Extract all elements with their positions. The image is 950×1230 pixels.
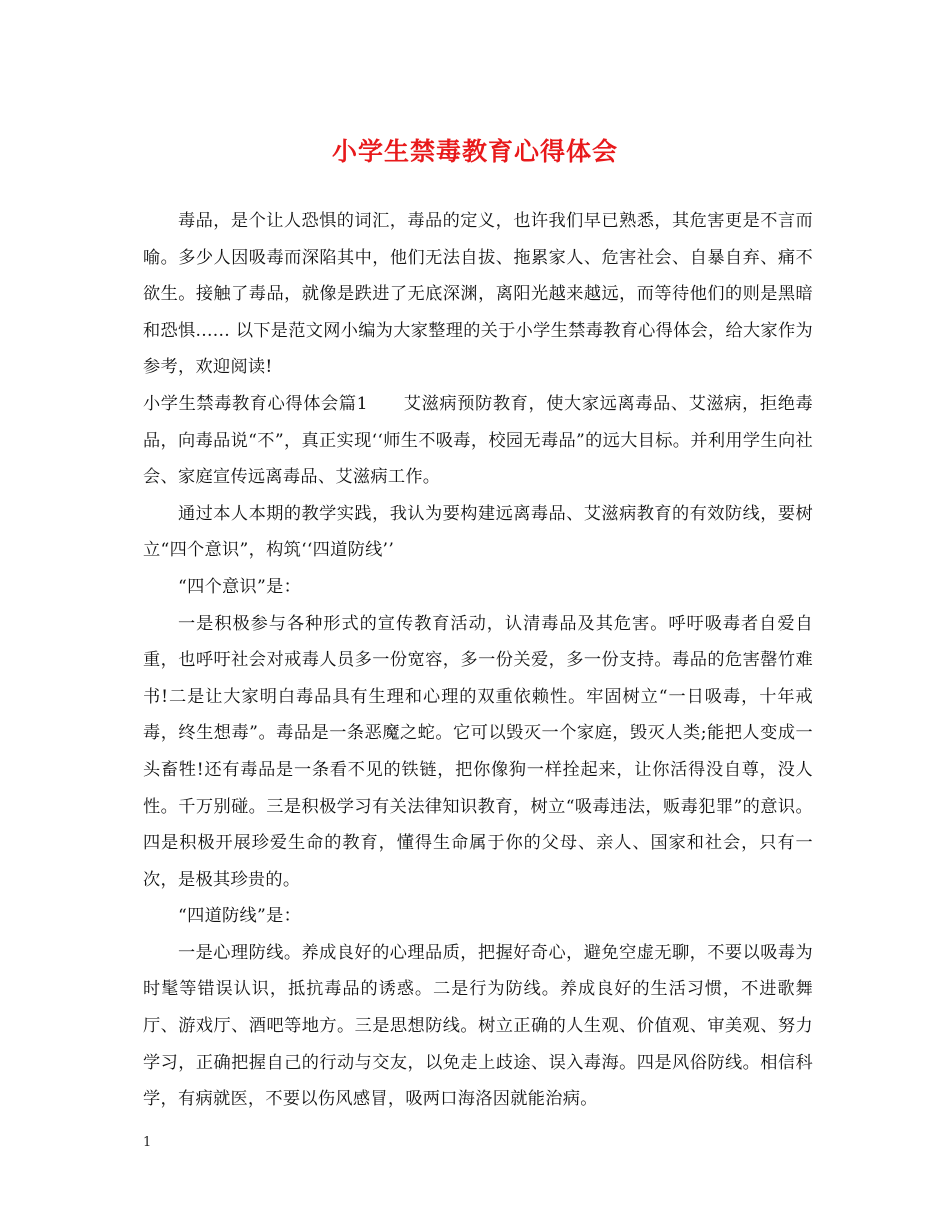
page-title: 小学生禁毒教育心得体会: [331, 137, 618, 166]
four-awareness-paragraph: 一是积极参与各种形式的宣传教育活动，认清毒品及其危害。呼吁吸毒者自爱自重，也呼吁社会对戒毒人员多一份宽容，多一份关爱，多一份支持。毒品的危害罄竹难书!二是让大家明白毒品具有生理和心理的双重依赖性。牢固树立“一日吸毒，十年戒毒，终生想毒”。毒品是一条恶魔之蛇。它可以毁灭一个家庭，毁灭人类;能把人变成一头畜牲!还有毒品是一条看不见的铁链，把你像狗一样拴起来，让你活得没自尊，没人性。千万别碰。三是积极学习有关法律知识教育，树立“吸毒违法，贩毒犯罪”的意识。四是积极开展珍爱生命的教育，懂得生命属于你的父母、亲人、国家和社会，只有一次，是极其珍贵的。: [143, 613, 813, 890]
four-defenses-paragraph: 一是心理防线。养成良好的心理品质，把握好奇心，避免空虚无聊，不要以吸毒为时髦等错误认识，抵抗毒品的诱惑。二是行为防线。养成良好的生活习惯，不进歌舞厅、游戏厅、酒吧等地方。三是思想防线。树立正确的人生观、价值观、审美观、努力学习，正确把握自己的行动与交友，以免走上歧途、误入毒海。四是风俗防线。相信科学，有病就医，不要以伤风感冒，吸两口海洛因就能治病。: [143, 942, 813, 1110]
document-body: [143, 203, 813, 1118]
page-number: 1: [143, 1135, 152, 1150]
four-defenses-heading: “四道防线”是：: [178, 906, 302, 927]
section-1-paragraph: 小学生禁毒教育心得体会篇1 艾滋病预防教育，使大家远离毒品、艾滋病，拒绝毒品，向毒品说“不”，真正实现‘‘师生不吸毒，校园无毒品”的远大目标。并利用学生向社会、家庭宣传远离毒品、艾滋病工作。: [143, 393, 813, 488]
practice-paragraph: 通过本人本期的教学实践，我认为要构建远离毒品、艾滋病教育的有效防线，要树立“四个意识”，构筑‘‘四道防线’’: [143, 503, 813, 561]
four-awareness-heading: “四个意识”是：: [178, 576, 302, 597]
intro-paragraph: 毒品，是个让人恐惧的词汇，毒品的定义，也许我们早已熟悉，其危害更是不言而喻。多少人因吸毒而深陷其中，他们无法自拔、拖累家人、危害社会、自暴自弃、痛不欲生。接触了毒品，就像是跌进了无底深渊，离阳光越来越远，而等待他们的则是黑暗和恐惧...... 以下是范文网小编为大家整理的关于小学生禁毒教育心得体会，给大家作为参考，欢迎阅读!: [143, 211, 813, 378]
